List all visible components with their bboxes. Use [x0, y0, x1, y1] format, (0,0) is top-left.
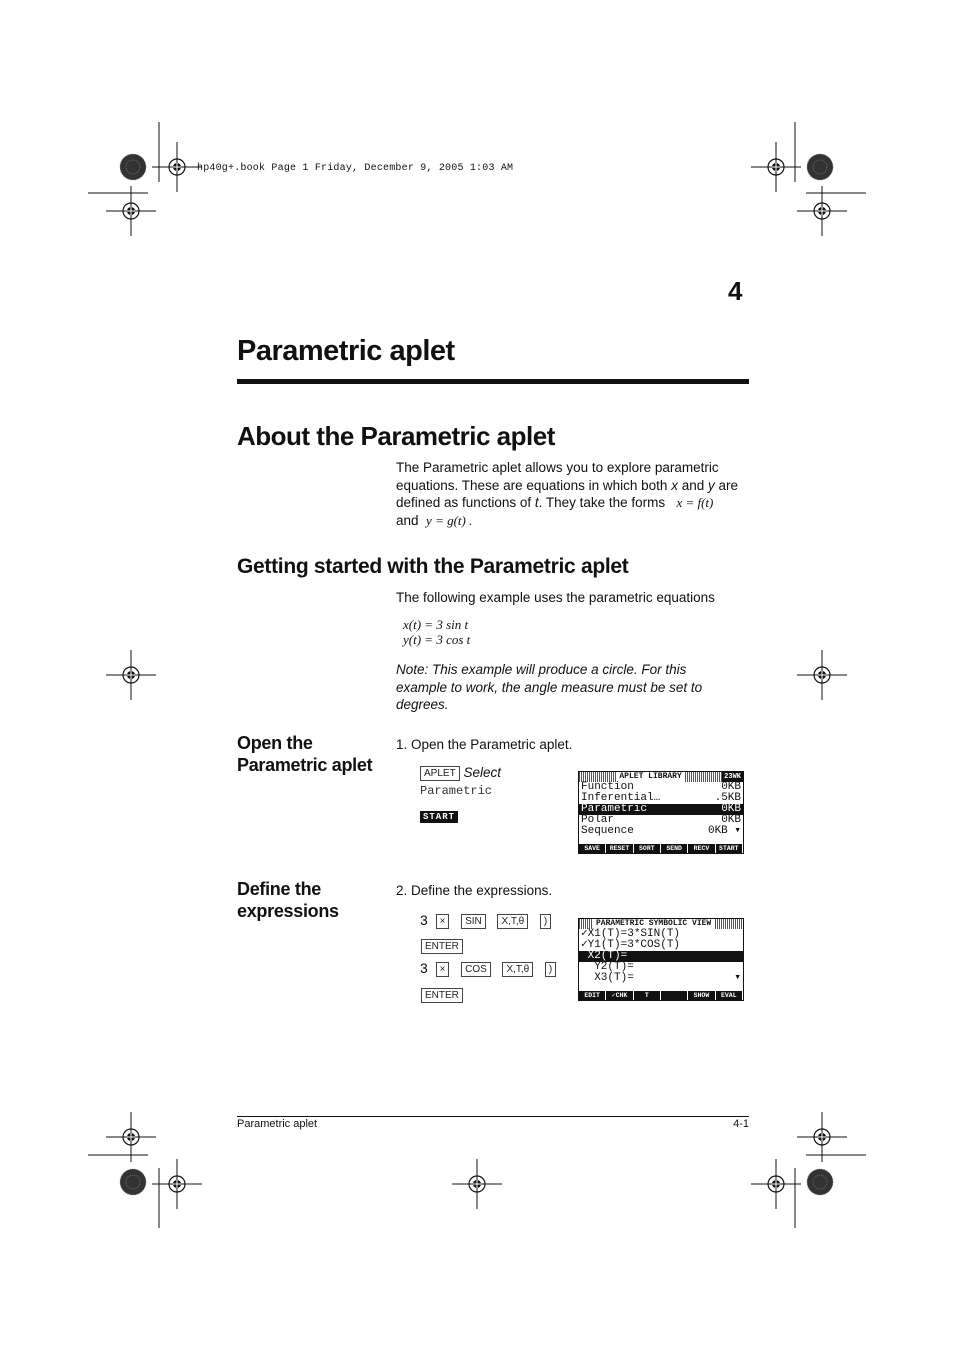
text-span: and [677, 477, 708, 493]
about-line-3 [396, 494, 756, 512]
cos-key: COS [461, 962, 491, 977]
aplet-name: Polar [581, 814, 615, 826]
section-heading-getting-started: Getting started with the Parametric aplet [237, 555, 629, 578]
note-line: Note: This example will produce a circle. For this [396, 662, 687, 677]
menu-send: SEND [661, 844, 687, 853]
about-paragraph [396, 459, 756, 529]
menu-sort: SORT [634, 844, 660, 853]
chapter-number: 4 [728, 276, 743, 306]
subheading-define [237, 878, 339, 922]
times-key: × [436, 962, 450, 977]
parametric-symbolic-screen [578, 918, 744, 1001]
chapter-title: Parametric aplet [237, 335, 455, 367]
aplet-name: Sequence [581, 825, 634, 837]
equation-1: x(t) = 3 sin t [403, 617, 469, 632]
expression-y1: ✓Y1(T)=3*COS(T) [581, 939, 681, 951]
aplet-row [579, 826, 743, 837]
scroll-down-icon: ▾ [734, 972, 741, 984]
equation-y-form: y = g(t) . [426, 512, 473, 528]
note-line: example to work, the angle measure must be set to [396, 679, 703, 695]
text-span: and [396, 512, 419, 528]
aplet-name: Inferential… [581, 792, 661, 804]
subheading-line: Parametric aplet [237, 755, 373, 775]
close-paren-key: ) [540, 914, 551, 929]
xt-theta-key: X,T,θ [502, 962, 533, 977]
parametric-text: Parametric [420, 784, 493, 798]
screen-title: PARAMETRIC SYMBOLIC VIEW [593, 919, 714, 929]
subheading-line: Define the [237, 879, 322, 899]
var-t: t [534, 495, 539, 510]
equation-2: y(t) = 3 cos t [403, 632, 471, 647]
screen-menu [579, 844, 743, 853]
menu-reset: RESET [606, 844, 632, 853]
menu-blank [661, 991, 687, 1000]
subheading-line: Open the [237, 733, 313, 753]
digit-3: 3 [420, 912, 428, 928]
about-line-1: The Parametric aplet allows you to explore parametric [396, 460, 719, 475]
expression-row [579, 973, 743, 984]
getting-started-intro: The following example uses the parametric equations [396, 590, 715, 605]
step-2: 2. Define the expressions. [396, 883, 553, 898]
xt-theta-key: X,T,θ [497, 914, 528, 929]
aplet-key: APLET [420, 766, 460, 781]
keystroke-row-2 [420, 960, 556, 977]
enter-key: ENTER [421, 939, 463, 954]
footer-rule [237, 1116, 749, 1117]
section-heading-about: About the Parametric aplet [237, 421, 555, 451]
sin-key: SIN [461, 914, 486, 929]
print-header: hp40g+.book Page 1 Friday, December 9, 2005 1:03 AM [197, 163, 514, 174]
start-softkey [420, 806, 458, 824]
keystroke-row-1 [420, 912, 551, 929]
note-line: degrees. [396, 697, 449, 712]
menu-start: START [716, 844, 742, 853]
note-paragraph [396, 661, 756, 714]
menu-save: SAVE [579, 844, 605, 853]
menu-edit: EDIT [579, 991, 605, 1000]
enter-key-1-wrap [421, 938, 463, 956]
expression-x1: ✓X1(T)=3*SIN(T) [581, 928, 681, 940]
memory-indicator: 23WK [724, 773, 741, 781]
about-line-2 [396, 477, 756, 495]
menu-recv: RECV [688, 844, 714, 853]
screen-menu [579, 991, 743, 1000]
enter-key-2-wrap [421, 987, 463, 1005]
start-softkey-label: START [420, 811, 458, 823]
text-span: equations. These are equations in which both [396, 477, 672, 493]
aplet-size: 0KB [721, 781, 741, 793]
step-1: 1. Open the Parametric aplet. [396, 737, 573, 752]
screen-title: APLET LIBRARY [616, 772, 684, 782]
subheading-open [237, 732, 372, 776]
text-span: defined as functions of [396, 495, 535, 510]
aplet-size: 0KB [721, 814, 741, 826]
expression-y2: Y2(T)= [581, 961, 634, 973]
menu-check: ✓CHK [606, 991, 632, 1000]
enter-key: ENTER [421, 988, 463, 1003]
var-y: y [707, 477, 715, 493]
menu-eval: EVAL [716, 991, 742, 1000]
var-x: x [671, 477, 678, 493]
footer-chapter: Parametric aplet [237, 1118, 318, 1130]
aplet-size: .5KB [714, 792, 741, 804]
subheading-line: expressions [237, 901, 339, 921]
aplet-library-screen [578, 771, 744, 854]
times-key: × [436, 914, 450, 929]
page-number: 4-1 [733, 1118, 749, 1130]
expression-x3: X3(T)= [581, 972, 634, 984]
aplet-name: Parametric [581, 803, 648, 815]
menu-show: SHOW [688, 991, 714, 1000]
equation-block [403, 617, 470, 647]
chapter-rule [237, 379, 749, 384]
aplet-size: 0KB [721, 803, 741, 815]
aplet-size: 0KB ▾ [707, 825, 741, 837]
text-span: . They take the forms [538, 495, 666, 510]
digit-3: 3 [420, 960, 428, 976]
menu-t: T [634, 991, 660, 1000]
aplet-name: Function [581, 781, 634, 793]
about-line-4 [396, 512, 756, 530]
text-span: are [714, 477, 738, 493]
select-text: Select [463, 765, 501, 780]
keystroke-line-1 [420, 765, 501, 781]
expression-x2: X2(T)= [581, 950, 628, 962]
equation-x-form: x = f(t) [676, 495, 714, 510]
close-paren-key: ) [545, 962, 556, 977]
